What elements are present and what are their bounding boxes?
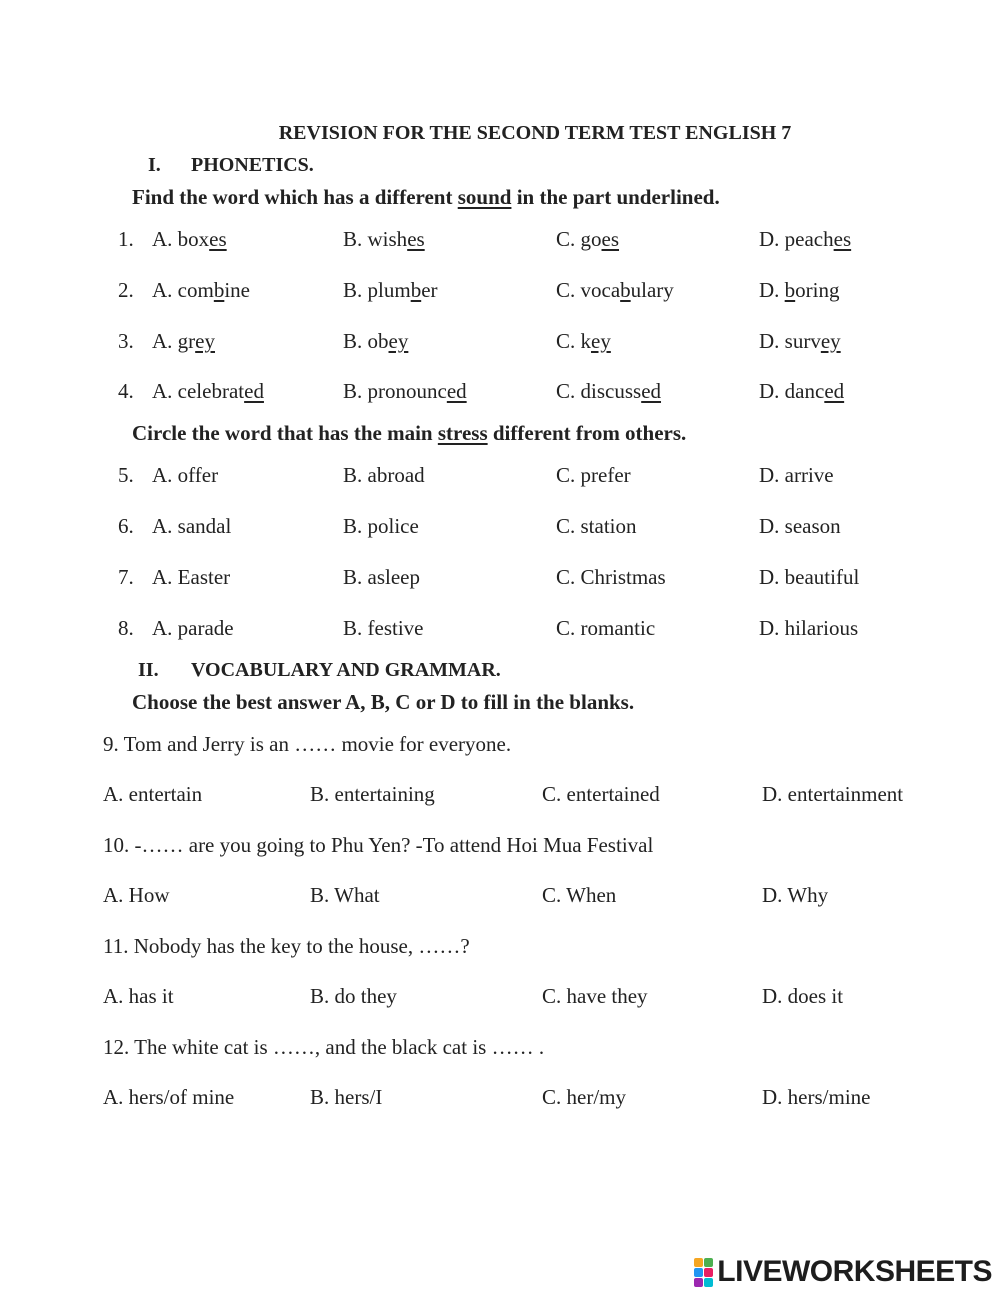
- answer-option[interactable]: A. hers/of mine: [103, 1085, 235, 1109]
- answer-option[interactable]: B. wishes: [343, 227, 425, 251]
- liveworksheets-logo: LIVEWORKSHEETS: [694, 1257, 992, 1287]
- answer-option[interactable]: A. grey: [152, 329, 215, 353]
- answer-option[interactable]: D. survey: [759, 329, 841, 353]
- answer-option[interactable]: A. offer: [152, 463, 219, 487]
- answer-option[interactable]: A. combine: [152, 278, 250, 302]
- section-2-numeral: II.: [138, 659, 159, 681]
- answer-option[interactable]: B. do they: [310, 984, 397, 1008]
- answer-option[interactable]: A. boxes: [152, 227, 227, 251]
- answer-option[interactable]: D. peaches: [759, 227, 852, 251]
- answer-option[interactable]: A. parade: [152, 616, 234, 640]
- answer-option[interactable]: B. pronounced: [343, 379, 467, 403]
- answer-option[interactable]: C. vocabulary: [556, 278, 674, 302]
- answer-option[interactable]: B. police: [343, 514, 419, 538]
- answer-option[interactable]: C. her/my: [542, 1085, 626, 1109]
- question-number: 4.: [118, 379, 134, 403]
- instruction-choose: Choose the best answer A, B, C or D to fill in the blanks.: [132, 690, 635, 714]
- answer-option[interactable]: B. abroad: [343, 463, 425, 487]
- answer-option[interactable]: D. entertainment: [762, 782, 904, 806]
- answer-option[interactable]: D. hilarious: [759, 616, 859, 640]
- question-number: 5.: [118, 463, 134, 487]
- answer-option[interactable]: B. plumber: [343, 278, 438, 302]
- instruction-stress: Circle the word that has the main stress different from others.: [132, 421, 687, 445]
- answer-option[interactable]: D. arrive: [759, 463, 834, 487]
- answer-option[interactable]: A. How: [103, 883, 170, 907]
- answer-option[interactable]: A. Easter: [152, 565, 231, 589]
- answer-option[interactable]: C. When: [542, 883, 617, 907]
- answer-option[interactable]: C. discussed: [556, 379, 662, 403]
- answer-option[interactable]: D. Why: [762, 883, 829, 907]
- logo-blocks-icon: [694, 1258, 713, 1287]
- section-2-heading: VOCABULARY AND GRAMMAR.: [191, 659, 501, 681]
- answer-option[interactable]: C. station: [556, 514, 637, 538]
- answer-option[interactable]: C. entertained: [542, 782, 660, 806]
- question-number: 3.: [118, 329, 134, 353]
- answer-option[interactable]: C. romantic: [556, 616, 656, 640]
- question-text: 11. Nobody has the key to the house, ……?: [103, 934, 470, 958]
- question-text: 10. -…… are you going to Phu Yen? -To attend Hoi Mua Festival: [103, 833, 654, 857]
- answer-option[interactable]: A. celebrated: [152, 379, 264, 403]
- answer-option[interactable]: A. has it: [103, 984, 174, 1008]
- question-number: 6.: [118, 514, 134, 538]
- answer-option[interactable]: D. beautiful: [759, 565, 860, 589]
- answer-option[interactable]: A. sandal: [152, 514, 232, 538]
- answer-option[interactable]: D. danced: [759, 379, 845, 403]
- answer-option[interactable]: B. asleep: [343, 565, 420, 589]
- answer-option[interactable]: C. Christmas: [556, 565, 666, 589]
- question-text: 12. The white cat is ……, and the black cat is …… .: [103, 1035, 545, 1059]
- answer-option[interactable]: D. does it: [762, 984, 844, 1008]
- instruction-sound: Find the word which has a different sound in the part underlined.: [132, 185, 720, 209]
- answer-option[interactable]: B. festive: [343, 616, 424, 640]
- section-1-numeral: I.: [148, 154, 161, 176]
- answer-option[interactable]: C. prefer: [556, 463, 631, 487]
- answer-option[interactable]: A. entertain: [103, 782, 203, 806]
- answer-option[interactable]: B. entertaining: [310, 782, 435, 806]
- question-text: 9. Tom and Jerry is an …… movie for everyone.: [103, 732, 512, 756]
- answer-option[interactable]: C. have they: [542, 984, 648, 1008]
- answer-option[interactable]: B. What: [310, 883, 380, 907]
- answer-option[interactable]: C. goes: [556, 227, 620, 251]
- answer-option[interactable]: B. obey: [343, 329, 409, 353]
- answer-option[interactable]: C. key: [556, 329, 611, 353]
- question-number: 7.: [118, 565, 134, 589]
- answer-option[interactable]: B. hers/I: [310, 1085, 383, 1109]
- question-number: 1.: [118, 227, 134, 251]
- question-number: 2.: [118, 278, 134, 302]
- page-title: REVISION FOR THE SECOND TERM TEST ENGLISH 7: [278, 122, 792, 144]
- question-number: 8.: [118, 616, 134, 640]
- section-1-heading: PHONETICS.: [191, 154, 314, 176]
- answer-option[interactable]: D. hers/mine: [762, 1085, 871, 1109]
- answer-option[interactable]: D. boring: [759, 278, 840, 302]
- answer-option[interactable]: D. season: [759, 514, 841, 538]
